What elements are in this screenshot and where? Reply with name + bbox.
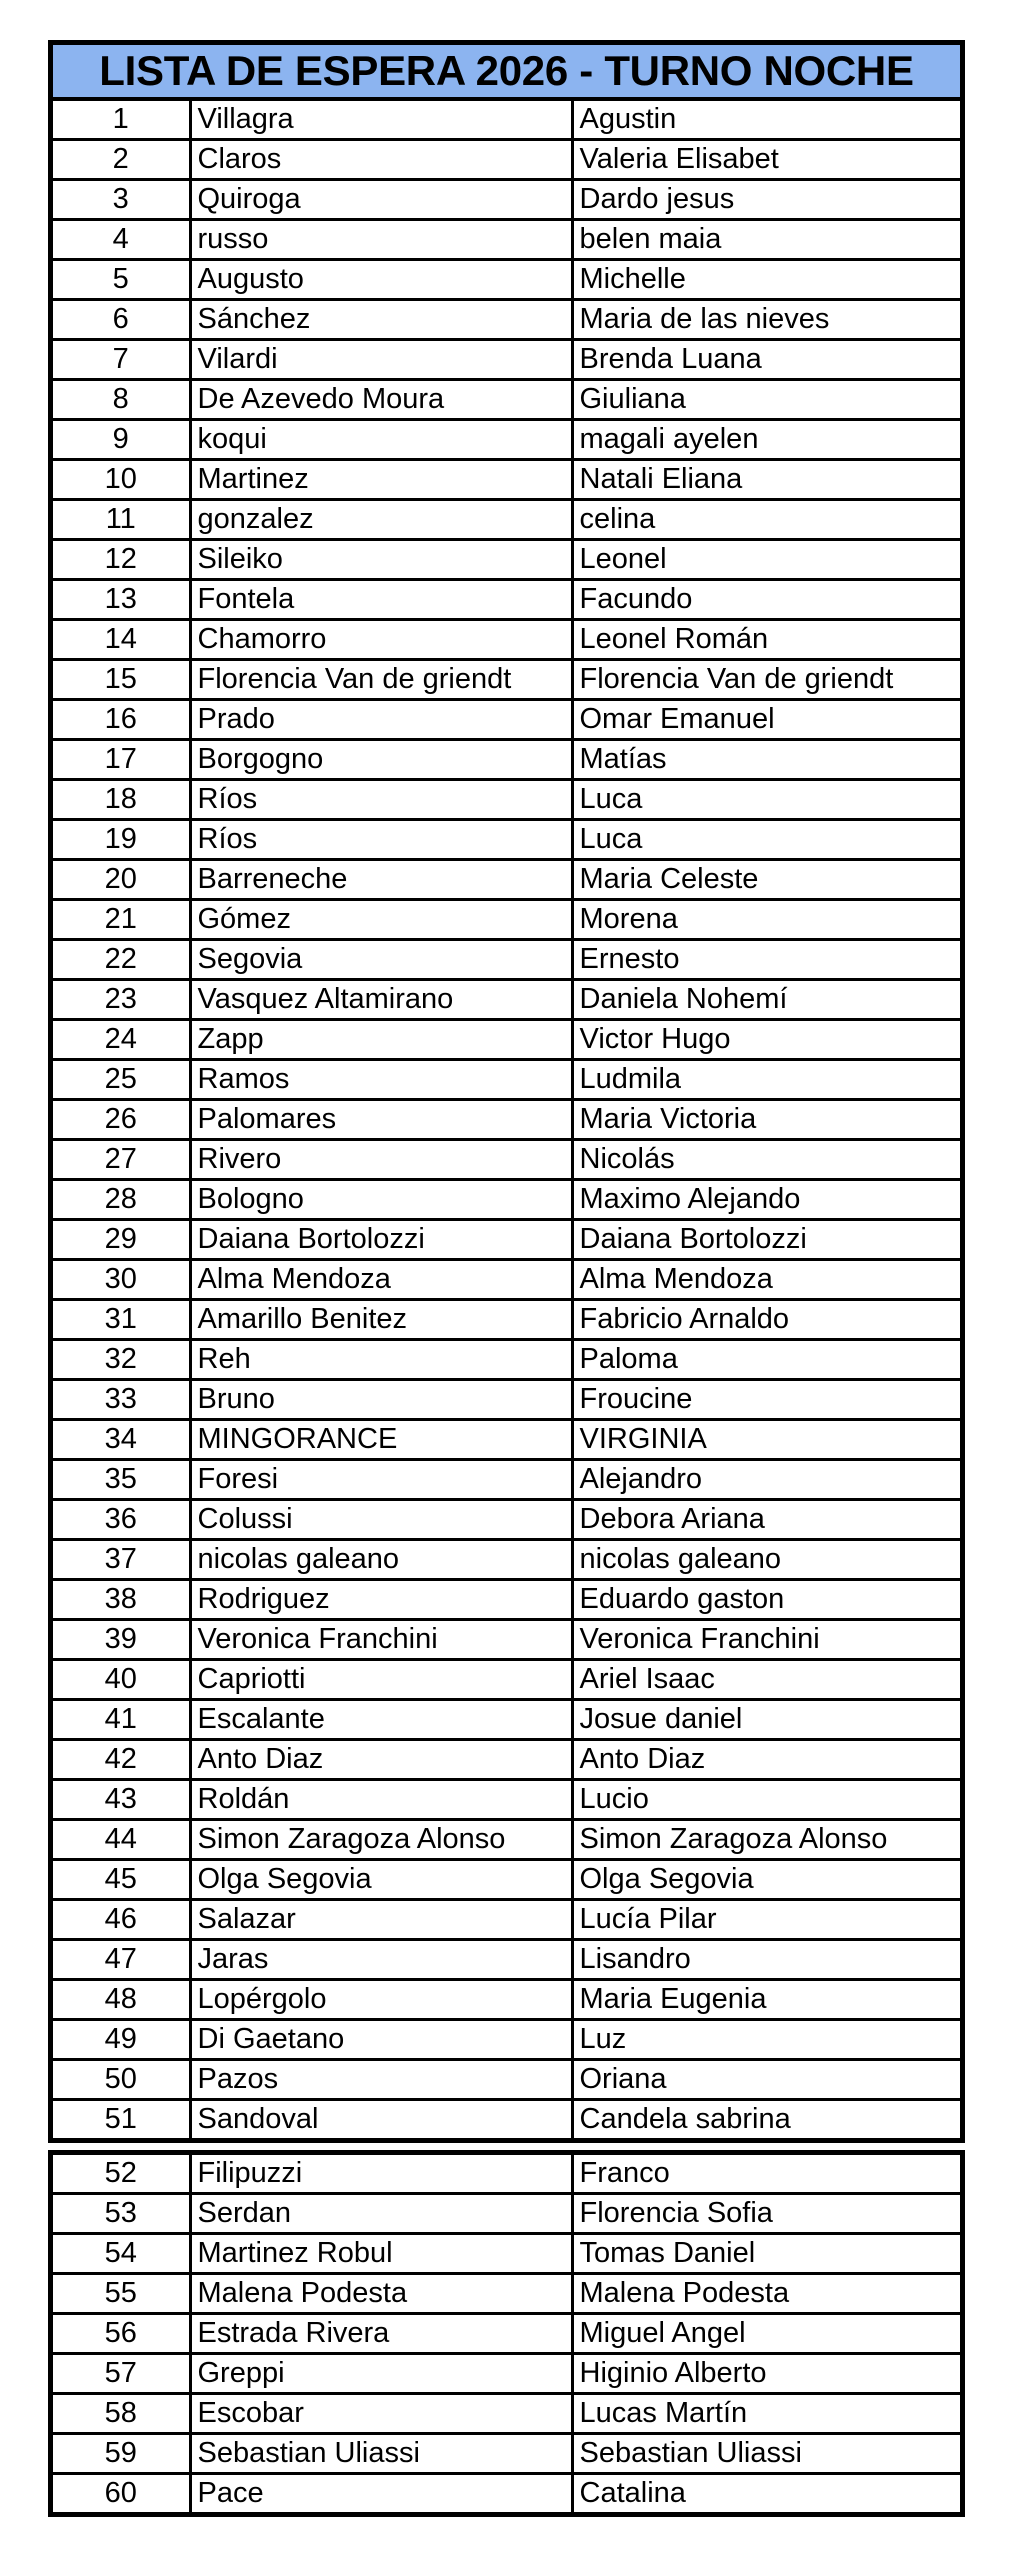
first-name-cell: Agustin [572,101,960,140]
table-row [53,940,960,980]
last-name-cell: Ramos [190,1060,572,1100]
last-name-cell: Pazos [190,2060,572,2100]
last-name-cell: Quiroga [190,180,572,220]
table-row [53,1020,960,1060]
table-row [53,820,960,860]
last-name-cell: Sandoval [190,2100,572,2139]
row-number: 20 [53,860,190,900]
row-number: 24 [53,1020,190,1060]
first-name-cell: Maria de las nieves [572,300,960,340]
first-name-cell: Lucía Pilar [572,1900,960,1940]
row-number: 36 [53,1500,190,1540]
row-number: 14 [53,620,190,660]
last-name-cell: Capriotti [190,1660,572,1700]
first-name-cell: Leonel [572,540,960,580]
first-name-cell: Alejandro [572,1460,960,1500]
last-name-cell: Vasquez Altamirano [190,980,572,1020]
last-name-cell: Escalante [190,1700,572,1740]
table-row [53,2434,960,2474]
row-number: 12 [53,540,190,580]
table-row [53,2194,960,2234]
first-name-cell: Matías [572,740,960,780]
first-name-cell: Daiana Bortolozzi [572,1220,960,1260]
row-number: 56 [53,2314,190,2354]
last-name-cell: Sebastian Uliassi [190,2434,572,2474]
last-name-cell: Segovia [190,940,572,980]
first-name-cell: Michelle [572,260,960,300]
table-row [53,1340,960,1380]
first-name-cell: Ludmila [572,1060,960,1100]
last-name-cell: Daiana Bortolozzi [190,1220,572,1260]
row-number: 16 [53,700,190,740]
last-name-cell: Martinez [190,460,572,500]
table-row [53,700,960,740]
row-number: 26 [53,1100,190,1140]
first-name-cell: Alma Mendoza [572,1260,960,1300]
row-number: 13 [53,580,190,620]
row-number: 25 [53,1060,190,1100]
table-row [53,300,960,340]
first-name-cell: Veronica Franchini [572,1620,960,1660]
last-name-cell: Rodriguez [190,1580,572,1620]
row-number: 29 [53,1220,190,1260]
row-number: 53 [53,2194,190,2234]
first-name-cell: Candela sabrina [579,2103,791,2135]
table-row [53,1900,960,1940]
table-row [53,101,960,140]
table-row [53,460,960,500]
row-number: 35 [53,1460,190,1500]
table-row [53,1940,960,1980]
last-name-cell: russo [190,220,572,260]
table-row [53,900,960,940]
last-name-cell: Vilardi [190,340,572,380]
table-row [53,980,960,1020]
last-name-cell: koqui [190,420,572,460]
table-row [53,2234,960,2274]
first-name-cell: belen maia [572,220,960,260]
first-name-cell: Josue daniel [572,1700,960,1740]
first-name-cell: Omar Emanuel [572,700,960,740]
row-number: 47 [53,1940,190,1980]
row-number: 17 [53,740,190,780]
row-number: 42 [53,1740,190,1780]
table-row [53,780,960,820]
last-name-cell: Bruno [190,1380,572,1420]
table-row [53,2020,960,2060]
first-name-cell: Ariel Isaac [572,1660,960,1700]
row-number: 55 [53,2274,190,2314]
first-name-cell: Luca [572,820,960,860]
table-row [53,2274,960,2314]
row-number: 45 [53,1860,190,1900]
first-name-cell: Facundo [572,580,960,620]
last-name-cell: Florencia Van de griendt [190,660,572,700]
row-number: 6 [53,300,190,340]
first-name-cell: Nicolás [572,1140,960,1180]
first-name-cell: Catalina [579,2477,686,2509]
table-row [53,1660,960,1700]
first-name-cell: Giuliana [572,380,960,420]
table-row [53,340,960,380]
first-name-cell: Simon Zaragoza Alonso [572,1820,960,1860]
table-row [53,1820,960,1860]
last-name-cell: Chamorro [190,620,572,660]
last-name-cell: Di Gaetano [190,2020,572,2060]
row-number: 49 [53,2020,190,2060]
last-name-cell: Simon Zaragoza Alonso [190,1820,572,1860]
row-number: 7 [53,340,190,380]
last-name-cell: Roldán [190,1780,572,1820]
last-name-cell: Malena Podesta [190,2274,572,2314]
table-row [53,220,960,260]
row-number: 46 [53,1900,190,1940]
waitlist-table-part-2 [48,2150,965,2517]
first-name-cell: Debora Ariana [572,1500,960,1540]
row-number: 48 [53,1980,190,2020]
first-name-cell: Maria Eugenia [572,1980,960,2020]
table-row [53,2354,960,2394]
table-row [53,2474,960,2513]
last-name-cell: Borgogno [190,740,572,780]
table-row [53,1260,960,1300]
table-row [53,180,960,220]
last-name-cell: Escobar [190,2394,572,2434]
last-name-cell: Villagra [190,101,572,140]
last-name-cell: Fontela [190,580,572,620]
table-row [53,1180,960,1220]
table-row [53,1740,960,1780]
first-name-cell: Lucio [572,1780,960,1820]
row-number: 3 [53,180,190,220]
row-number: 50 [53,2060,190,2100]
last-name-cell: Claros [190,140,572,180]
table-row [53,140,960,180]
first-name-cell: Florencia Sofia [572,2194,960,2234]
last-name-cell: MINGORANCE [190,1420,572,1460]
table-row [53,860,960,900]
row-number: 19 [53,820,190,860]
last-name-cell: nicolas galeano [190,1540,572,1580]
row-number: 2 [53,140,190,180]
row-number: 8 [53,380,190,420]
row-number: 9 [53,420,190,460]
first-name-cell: Leonel Román [572,620,960,660]
row-number: 27 [53,1140,190,1180]
table-row [53,2314,960,2354]
table-row [53,260,960,300]
row-number: 15 [53,660,190,700]
first-name-cell: Florencia Van de griendt [572,660,960,700]
table-row [53,500,960,540]
table-row [53,1300,960,1340]
table-row [53,2100,960,2139]
row-number: 37 [53,1540,190,1580]
row-number: 10 [53,460,190,500]
row-number: 34 [53,1420,190,1460]
row-number: 57 [53,2354,190,2394]
first-name-cell: Froucine [572,1380,960,1420]
first-name-cell: Valeria Elisabet [572,140,960,180]
last-name-cell: Sánchez [190,300,572,340]
row-number: 54 [53,2234,190,2274]
row-number: 51 [53,2100,190,2139]
first-name-cell: Morena [572,900,960,940]
last-name-cell: Bologno [190,1180,572,1220]
table-row [53,1500,960,1540]
row-number: 60 [53,2474,190,2513]
table-row [53,740,960,780]
first-name-cell: Franco [572,2155,960,2194]
first-name-cell: Luca [572,780,960,820]
row-number: 43 [53,1780,190,1820]
first-name-cell: Daniela Nohemí [572,980,960,1020]
last-name-cell: Estrada Rivera [190,2314,572,2354]
waitlist-table-continued [53,2155,960,2512]
last-name-cell: Serdan [190,2194,572,2234]
first-name-cell: Fabricio Arnaldo [572,1300,960,1340]
last-name-cell: Anto Diaz [190,1740,572,1780]
first-name-cell: Tomas Daniel [572,2234,960,2274]
last-name-cell: Filipuzzi [190,2155,572,2194]
last-name-cell: Veronica Franchini [190,1620,572,1660]
row-number: 33 [53,1380,190,1420]
table-row [53,2394,960,2434]
row-number: 21 [53,900,190,940]
last-name-cell: Zapp [190,1020,572,1060]
first-name-cell: Malena Podesta [572,2274,960,2314]
table-row [53,1980,960,2020]
table-row [53,1140,960,1180]
last-name-cell: Pace [190,2474,572,2513]
row-number: 44 [53,1820,190,1860]
waitlist-table-part-1 [48,40,965,2143]
first-name-cell: Natali Eliana [572,460,960,500]
first-name-cell: Sebastian Uliassi [572,2434,960,2474]
last-name-cell: gonzalez [190,500,572,540]
row-number: 41 [53,1700,190,1740]
table-row [53,1620,960,1660]
first-name-cell: Luz [572,2020,960,2060]
first-name-cell: Maria Celeste [572,860,960,900]
first-name-cell: nicolas galeano [572,1540,960,1580]
first-name-cell: Anto Diaz [572,1740,960,1780]
last-name-cell: Colussi [190,1500,572,1540]
row-number: 5 [53,260,190,300]
title-row [53,45,960,101]
table-row [53,580,960,620]
row-number: 38 [53,1580,190,1620]
first-name-cell: Oriana [572,2060,960,2100]
last-name-cell: Sileiko [190,540,572,580]
row-number: 4 [53,220,190,260]
table-row [53,540,960,580]
first-name-cell: Lucas Martín [572,2394,960,2434]
first-name-cell: magali ayelen [572,420,960,460]
waitlist-table [53,101,960,2138]
last-name-cell: De Azevedo Moura [190,380,572,420]
table-row [53,1700,960,1740]
table-row [53,1580,960,1620]
last-name-cell: Gómez [190,900,572,940]
first-name-cell: Olga Segovia [572,1860,960,1900]
table-row [53,1540,960,1580]
table-row [53,380,960,420]
table-row [53,2155,960,2194]
first-name-cell: Brenda Luana [572,340,960,380]
row-number: 23 [53,980,190,1020]
last-name-cell: Reh [190,1340,572,1380]
last-name-cell: Greppi [190,2354,572,2394]
last-name-cell: Martinez Robul [190,2234,572,2274]
row-number: 1 [53,101,190,140]
last-name-cell: Alma Mendoza [190,1260,572,1300]
table-row [53,620,960,660]
first-name-cell: Maximo Alejando [572,1180,960,1220]
page-title: LISTA DE ESPERA 2026 - TURNO NOCHE [99,47,914,94]
table-row [53,1380,960,1420]
last-name-cell: Foresi [190,1460,572,1500]
table-row [53,2060,960,2100]
first-name-cell: Ernesto [572,940,960,980]
table-row [53,1860,960,1900]
table-row [53,420,960,460]
last-name-cell: Salazar [190,1900,572,1940]
table-row [53,1060,960,1100]
row-number: 31 [53,1300,190,1340]
first-name-cell: Miguel Angel [572,2314,960,2354]
row-number: 40 [53,1660,190,1700]
table-row [53,1460,960,1500]
first-name-cell: Dardo jesus [572,180,960,220]
row-number: 22 [53,940,190,980]
last-name-cell: Barreneche [190,860,572,900]
row-number: 52 [53,2155,190,2194]
first-name-cell: Higinio Alberto [572,2354,960,2394]
last-name-cell: Amarillo Benitez [190,1300,572,1340]
row-number: 30 [53,1260,190,1300]
first-name-cell: VIRGINIA [572,1420,960,1460]
last-name-cell: Olga Segovia [190,1860,572,1900]
table-row [53,1100,960,1140]
row-number: 39 [53,1620,190,1660]
last-name-cell: Augusto [190,260,572,300]
last-name-cell: Rivero [190,1140,572,1180]
row-number: 32 [53,1340,190,1380]
last-name-cell: Lopérgolo [190,1980,572,2020]
last-name-cell: Palomares [190,1100,572,1140]
row-number: 11 [53,500,190,540]
row-number: 18 [53,780,190,820]
row-number: 58 [53,2394,190,2434]
last-name-cell: Jaras [190,1940,572,1980]
table-row [53,660,960,700]
first-name-cell: Victor Hugo [572,1020,960,1060]
first-name-cell: Paloma [572,1340,960,1380]
row-number: 28 [53,1180,190,1220]
first-name-cell: celina [572,500,960,540]
first-name-cell: Lisandro [572,1940,960,1980]
last-name-cell: Ríos [190,820,572,860]
table-row [53,1220,960,1260]
table-row [53,1780,960,1820]
last-name-cell: Prado [190,700,572,740]
last-name-cell: Ríos [190,780,572,820]
first-name-cell: Maria Victoria [572,1100,960,1140]
table-row [53,1420,960,1460]
row-number: 59 [53,2434,190,2474]
first-name-cell: Eduardo gaston [572,1580,960,1620]
